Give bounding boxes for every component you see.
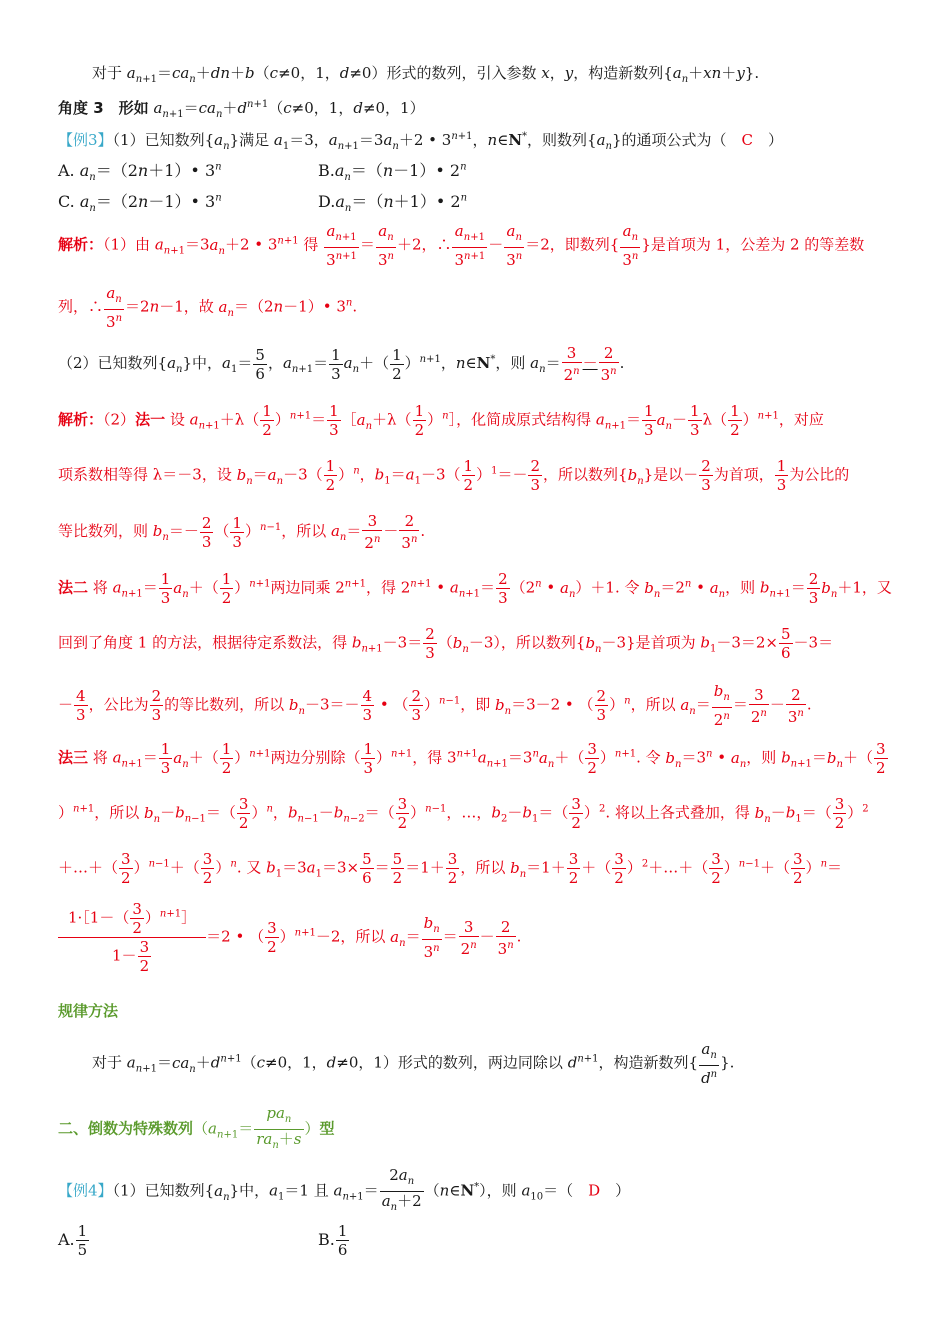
example4-label: 【例4】 — [58, 1181, 113, 1200]
example3-method1-line1: 解析：（2）法一 设 $a_{n+1}+\lambda$（ $\frac{1}{2}$ ）$^{n+1}$＝ $\frac{1}{3}$ $[a_n+\lambda$（ $\frac{1}{2}$ ）$^n$］，化简成原式结构得 $a_{n+1}=$ $\frac{1}{3}$ $a_n-$ $\frac{1}{3}$ λ（ $\frac{1}{2}$ ）$^{n+1}$，对应 — [58, 402, 824, 439]
example3-method1-line2: 项系数相等得 λ＝－3，设 $b_n=a_n-3$（ $\frac{1}{2}$ ）$^n$，$b_1=a_1-3$（ $\frac{1}{2}$ ）$^1$＝－ $\frac{2}{3}$ ，所以数列$\{b_n\}$是以－ $\frac{2}{3}$ 为首项， $\frac{1}{3}$ 为公比的 — [58, 457, 850, 494]
example3-method3-line1: 法三 将 $a_{n+1}=$ $\frac{1}{3}$ $a_n+$（ $\frac{1}{2}$ ）$^{n+1}$两边分别除（ $\frac{1}{3}$ ）$^{n+1}$，得 $3^{n+1}a_{n+1}=3^na_n+$（ $\frac{3}{2}$ ）$^{n+1}$. 令 $b_n=3^n$ • $a_n$，则 $b_{n+1}=b_n+$（ $\frac{3}{2}$ — [58, 740, 886, 777]
example4-option-a: A. $\frac{1}{5}$ — [58, 1222, 88, 1259]
section2-heading: 二、倒数为特殊数列（$a_{n+1}=$ $\frac{pa_n}{ra_n+s}$ ）型 — [58, 1104, 335, 1151]
example4-answer1: D — [588, 1181, 601, 1200]
example3-method2-line2: 回到了角度 1 的方法，根据待定系数法，得 $b_{n+1}-3=$ $\frac{2}{3}$ $(b_n-3)$，所以数列$\{b_n-3\}$是首项为 $b_1-3=2\times$ $\frac{5}{6}$ －3＝ — [58, 625, 834, 662]
example3-label: 【例3】 — [58, 131, 113, 149]
example3-method2-line1: 法二 将 $a_{n+1}=$ $\frac{1}{3}$ $a_n+$（ $\frac{1}{2}$ ）$^{n+1}$两边同乘 $2^{n+1}$，得 $2^{n+1}$ • $a_{n+1}=$ $\frac{2}{3}$ （2$^n$ • $a_n)+1$. 令 $b_n=2^n$ • $a_n$，则 $b_{n+1}=$ $\frac{2}{3}$ $b_n+1$，又 — [58, 570, 892, 607]
example3-solution1-line2: 列，∴ $\frac{a_n}{3^n}$ ＝2n－1，故 $a_n=(2n-1)•$ 3$^n$. — [58, 284, 358, 331]
example4-option-b: B. $\frac{1}{6}$ — [318, 1222, 348, 1259]
example3-method3-line2: ）$^{n+1}$，所以 $b_n-b_{n-1}=$（ $\frac{3}{2}$ ）$^n$，$b_{n-1}-b_{n-2}=$（ $\frac{3}{2}$ ）$^{n-1}$，…，$b_2-b_1=$（ $\frac{3}{2}$ ）$^2$. 将以上各式叠加，得 $b_n-b_1=$（ $\frac{3}{2}$ ）$^2$ — [58, 795, 869, 832]
example4-question1: 【例4】（1）已知数列$\{a_n\}$中，$a_1=1$ 且 $a_{n+1}=$ $\frac{2a_n}{a_n+2}$ （n∈N*），则 $a_{10}=$（ D ） — [58, 1166, 631, 1213]
example3-method2-line3: － $\frac{4}{3}$ ，公比为 $\frac{2}{3}$ 的等比数列，所以 $b_n-3=-$ $\frac{4}{3}$ • （ $\frac{2}{3}$ ）$^{n-1}$，即 $b_n=3-2$ • （ $\frac{2}{3}$ ）$^n$，所以 $a_n=$ $\frac{b_n}{2^n}$ ＝ $\frac{3}{2^n}$ － $\frac{2}{3^n}$ . — [58, 682, 812, 729]
example3-option-b: $B.a_n=(n-1)•$ 2$^n$ — [318, 161, 467, 184]
example3-question2: （2）已知数列$\{a_n\}$中，$a_1=$ $\frac{5}{6}$ ，$a_{n+1}=$ $\frac{1}{3}$ $a_n+$（ $\frac{1}{2}$ ）$^{n+1}$，n∈N*，则 $a_n=$ $\frac{3}{2^n}$ － $\frac{2}{3^n}$ . — [58, 344, 625, 384]
example3-answer1: C — [741, 131, 754, 149]
example3-option-c: C. $a_n=(2n-1)•$ 3$^n$ — [58, 192, 222, 215]
angle3-heading: 角度 3 形如 $a_{n+1}=ca_n+d^{n+1}(c\ne 0$，1，d≠0，1） — [58, 99, 425, 120]
example3-option-d: $D.a_n=(n+1)•$ 2$^n$ — [318, 192, 468, 215]
rule-heading: 规律方法 — [58, 1002, 119, 1020]
rule-text: 对于 $a_{n+1}=ca_n+d^{n+1}(c\ne 0$，1，d≠0，1）形式的数列，两边同除以 $d^{n+1}$，构造新数列{ $\frac{a_n}{d^n}$ }. — [92, 1040, 735, 1087]
example3-method3-line4: 1·［1－（ $\frac{3}{2}$ ）$^{n+1}$］ 1－ $\frac{3}{2}$ ＝2 • （ $\frac{3}{2}$ ）$^{n+1}$－2，所以 $a_n=$ $\frac{b_n}{3^n}$ ＝ $\frac{3}{2^n}$ － $\frac{2}{3^n}$ . — [58, 900, 521, 975]
example3-option-a: A. $a_n=(2n+1)•$ 3$^n$ — [58, 161, 222, 184]
example3-method1-line3: 等比数列，则 $b_n=-$ $\frac{2}{3}$ （ $\frac{1}{3}$ ）$^{n-1}$，所以 $a_n=$ $\frac{3}{2^n}$ － $\frac{2}{3^n}$ . — [58, 512, 426, 552]
summary-angle2: 对于 $a_{n+1}=ca_n+dn+b(c\ne 0$，1，d≠0）形式的数列，引入参数 x，y，构造新数列$\{a_n+xn+y\}$. — [92, 64, 760, 85]
example3-answer2: $\frac{3}{2^n}$ — [563, 344, 580, 384]
example3-method3-line3: ＋…＋（ $\frac{3}{2}$ ）$^{n-1}$＋（ $\frac{3}{2}$ ）$^n$. 又 $b_1=3a_1=3\times$ $\frac{5}{6}$ ＝ $\frac{5}{2}$ ＝1＋ $\frac{3}{2}$ ，所以 $b_n=1+$ $\frac{3}{2}$ ＋（ $\frac{3}{2}$ ）$^2$＋…＋（ $\frac{3}{2}$ ）$^{n-1}$＋（ $\frac{3}{2}$ ）$^n$＝ — [58, 850, 843, 887]
example3-solution1-line1: 解析：（1）由 $a_{n+1}=3a_n+2$ • $3^{n+1}$ 得 $\frac{a_{n+1}}{3^{n+1}}$ ＝ $\frac{a_n}{3^n}$ ＋2，∴ $\frac{a_{n+1}}{3^{n+1}}$ － $\frac{a_n}{3^n}$ ＝2，即数列{ $\frac{a_n}{3^n}$ }是首项为 1，公差为 2 的等差数 — [58, 222, 865, 269]
example3-question1: 【例3】（1）已知数列$\{a_n\}$满足 $a_1=3$，$a_{n+1}=3a_n+2$ • $3^{n+1}$，n∈N*，则数列$\{a_n\}$的通项公式为（ C ） — [58, 131, 784, 152]
